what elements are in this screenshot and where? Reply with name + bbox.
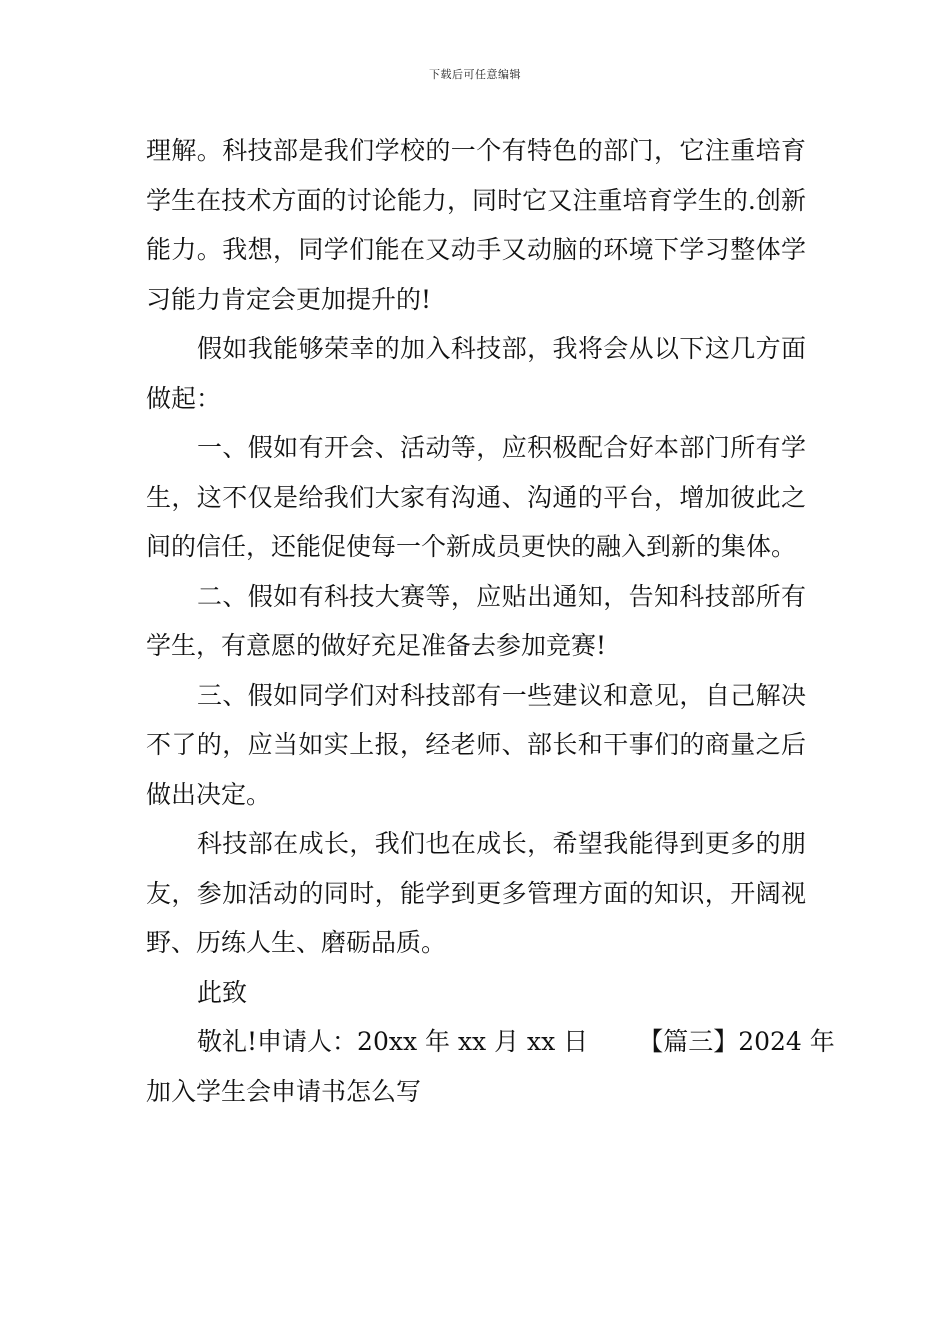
header-note: 下载后可任意编辑	[429, 68, 521, 81]
paragraph-5: 三、假如同学们对科技部有一些建议和意见，自己解决不了的，应当如实上报，经老师、部长和干事们的商量之后做出决定。	[146, 680, 806, 809]
next-title-part-2: 加入学生会申请书怎么写	[146, 1076, 422, 1106]
signature-line: 敬礼!申请人：20xx 年 xx 月 xx 日	[197, 1027, 589, 1056]
document-body	[146, 126, 835, 1116]
closing-line: 此致	[197, 977, 248, 1007]
signature-and-next-title	[146, 1017, 835, 1067]
paragraph-2: 假如我能够荣幸的加入科技部，我将会从以下这几方面做起：	[146, 334, 806, 413]
paragraph-3: 一、假如有开会、活动等，应积极配合好本部门所有学生，这不仅是给我们大家有沟通、沟通的平台，增加彼此之间的信任，还能促使每一个新成员更快的融入到新的集体。	[146, 433, 806, 561]
paragraph-6: 科技部在成长，我们也在成长，希望我能得到更多的朋友，参加活动的同时，能学到更多管理方面的知识，开阔视野、历练人生、磨砺品质。	[146, 829, 806, 957]
paragraph-4: 二、假如有科技大赛等，应贴出通知，告知科技部所有学生，有意愿的做好充足准备去参加竞赛!	[146, 581, 806, 660]
paragraph-1: 理解。科技部是我们学校的一个有特色的部门，它注重培育学生在技术方面的讨论能力，同时它又注重培育学生的.创新能力。我想，同学们能在又动手又动脑的环境下学习整体学习能力肯定会更加提升的!	[146, 136, 806, 314]
next-title-part-1: 【篇三】2024 年	[638, 1027, 835, 1056]
